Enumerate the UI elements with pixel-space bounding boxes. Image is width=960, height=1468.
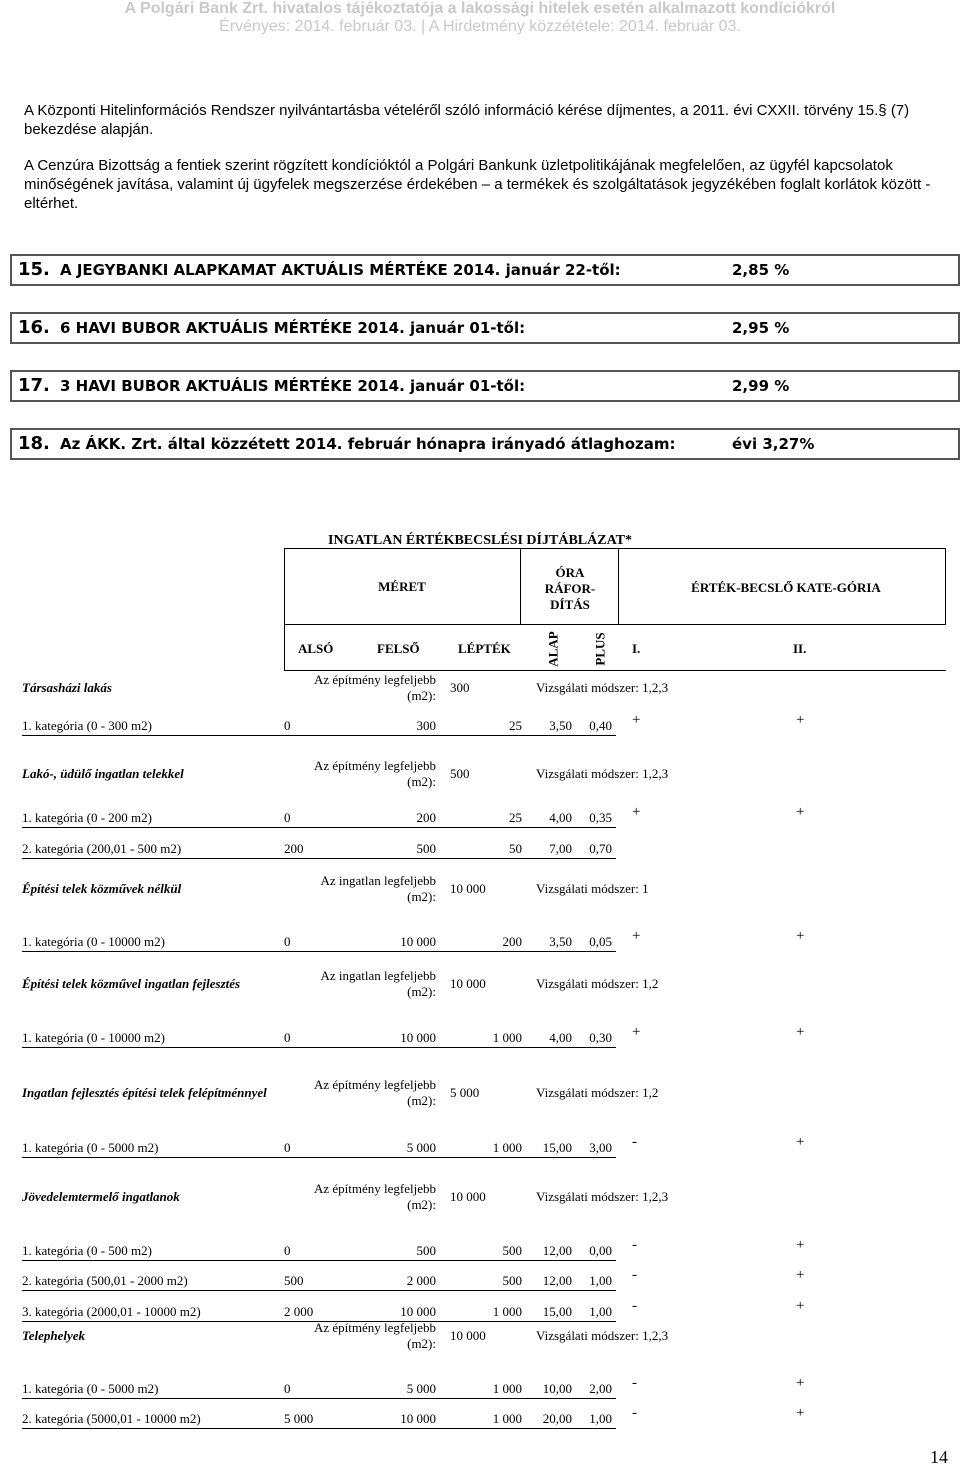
section-name: Lakó-, üdülő ingatlan telekkel [22, 766, 184, 781]
limit-value: 5 000 [450, 1085, 480, 1100]
felso-value: 2 000 [406, 1273, 436, 1288]
rate-box-16 [10, 312, 960, 344]
rate-value: 2,95 % [732, 319, 790, 337]
col-header-meret: MÉRET [378, 579, 426, 594]
row-underline [22, 1428, 616, 1429]
sub-header-also: ALSÓ [298, 641, 334, 656]
method-text: Vizsgálati módszer: 1 [536, 881, 649, 896]
sub-header-i: I. [632, 641, 641, 656]
felso-value: 500 [416, 1243, 436, 1258]
category-i-mark: + [632, 712, 641, 728]
felso-value: 10 000 [400, 1030, 436, 1045]
also-value: 0 [284, 1243, 291, 1258]
category-ii-mark: + [796, 1237, 805, 1253]
plus-value: 0,30 [589, 1030, 612, 1045]
col-header-kategoria: ÉRTÉK-BECSLŐ KATE-GÓRIA [691, 580, 881, 595]
sub-header-plus: PLUS [592, 632, 608, 666]
alap-value: 4,00 [549, 810, 572, 825]
also-value: 0 [284, 718, 291, 733]
also-value: 2 000 [284, 1304, 314, 1319]
limit-value: 10 000 [450, 881, 486, 896]
category-i-mark: - [632, 1405, 637, 1421]
document-header-title: A Polgári Bank Zrt. hivatalos tájékoztatója a lakossági hitelek esetén alkalmazott kondíciókról [124, 0, 836, 17]
limit-label: Az építmény legfeljebb (m2): [313, 1077, 436, 1108]
alap-value: 3,50 [549, 934, 572, 949]
alap-value: 12,00 [542, 1243, 572, 1258]
plus-value: 0,70 [589, 841, 612, 856]
limit-label: Az építmény legfeljebb (m2): [313, 1181, 436, 1212]
category-label: 3. kategória (2000,01 - 10000 m2) [22, 1304, 201, 1319]
category-label: 1. kategória (0 - 10000 m2) [22, 934, 165, 949]
row-underline [22, 1398, 616, 1399]
category-ii-mark: + [796, 1375, 805, 1391]
category-i-mark: + [632, 1024, 641, 1040]
lepték-value: 25 [509, 718, 522, 733]
also-value: 500 [284, 1273, 304, 1288]
khr-paragraph: A Központi Hitelinformációs Rendszer nyilvántartásba vételéről szóló információ kérése díjmentes, a 2011. évi CXXII. törvény 15.§ (7) bekezdése alapján. [24, 102, 910, 138]
method-text: Vizsgálati módszer: 1,2 [536, 976, 659, 991]
rate-label: A JEGYBANKI ALAPKAMAT AKTUÁLIS MÉRTÉKE 2014. január 22-től: [60, 261, 621, 279]
category-label: 1. kategória (0 - 300 m2) [22, 718, 152, 733]
lepték-value: 25 [509, 810, 522, 825]
limit-label: Az ingatlan legfeljebb (m2): [320, 873, 436, 904]
section-name: Építési telek közművek nélkül [22, 881, 182, 896]
limit-value: 500 [450, 766, 470, 781]
section-name: Ingatlan fejlesztés építési telek felépítménnyel [22, 1085, 267, 1100]
rate-value: 2,99 % [732, 377, 790, 395]
plus-value: 2,00 [589, 1381, 612, 1396]
rate-number: 16. [18, 317, 50, 338]
lepték-value: 1 000 [492, 1140, 522, 1155]
category-ii-mark: + [796, 1298, 805, 1314]
alap-value: 3,50 [549, 718, 572, 733]
felso-value: 5 000 [406, 1381, 436, 1396]
alap-value: 15,00 [542, 1140, 572, 1155]
row-underline [22, 1157, 616, 1158]
row-underline [22, 735, 616, 736]
rate-number: 15. [18, 259, 50, 280]
alap-value: 12,00 [542, 1273, 572, 1288]
page-number: 14 [930, 1447, 948, 1467]
category-i-mark: - [632, 1267, 637, 1283]
limit-label: Az építmény legfeljebb (m2): [313, 1320, 436, 1351]
lepték-value: 500 [502, 1273, 522, 1288]
limit-label: Az építmény legfeljebb (m2): [313, 672, 436, 703]
section-name: Építési telek közművel ingatlan fejlesztés [22, 976, 241, 991]
alap-value: 20,00 [542, 1411, 572, 1426]
document-header-validity: Érvényes: 2014. február 03. | A Hirdetmény közzététele: 2014. február 03. [219, 18, 741, 35]
sub-header-ii: II. [793, 641, 807, 656]
category-label: 1. kategória (0 - 200 m2) [22, 810, 152, 825]
alap-value: 4,00 [549, 1030, 572, 1045]
plus-value: 0,05 [589, 934, 612, 949]
category-ii-mark: + [796, 928, 805, 944]
category-ii-mark: + [796, 712, 805, 728]
category-i-mark: + [632, 928, 641, 944]
rate-box-15 [10, 254, 960, 286]
limit-value: 10 000 [450, 1328, 486, 1343]
also-value: 0 [284, 1140, 291, 1155]
rate-box-18 [10, 428, 960, 460]
felso-value: 500 [416, 841, 436, 856]
plus-value: 0,40 [589, 718, 612, 733]
felso-value: 300 [416, 718, 436, 733]
limit-value: 10 000 [450, 976, 486, 991]
method-text: Vizsgálati módszer: 1,2,3 [536, 1328, 669, 1343]
row-underline [22, 858, 616, 859]
sub-header-alap: ALAP [545, 631, 561, 667]
cenzura-paragraph: A Cenzúra Bizottság a fentiek szerint rögzített kondícióktól a Polgári Bankunk üzletpolitikájának megfelelően, az ügyfél kapcsolatok minőségének javítása, valamint új ügyfelek megszerzése érdekében – a termékek és szolgáltatások jegyzékében foglalt korlátok között - eltérhet. [24, 157, 931, 212]
rate-box-17 [10, 370, 960, 402]
section-name: Telephelyek [22, 1328, 86, 1343]
category-label: 2. kategória (500,01 - 2000 m2) [22, 1273, 188, 1288]
category-ii-mark: + [796, 1134, 805, 1150]
limit-value: 300 [450, 680, 470, 695]
also-value: 0 [284, 810, 291, 825]
alap-value: 7,00 [549, 841, 572, 856]
category-i-mark: - [632, 1298, 637, 1314]
plus-value: 0,35 [589, 810, 612, 825]
also-value: 5 000 [284, 1411, 314, 1426]
category-ii-mark: + [796, 804, 805, 820]
felso-value: 10 000 [400, 934, 436, 949]
col-header-ora: ÓRA RÁFOR-DÍTÁS [544, 565, 596, 612]
category-label: 2. kategória (5000,01 - 10000 m2) [22, 1411, 201, 1426]
row-underline [22, 951, 616, 952]
alap-value: 15,00 [542, 1304, 572, 1319]
category-label: 1. kategória (0 - 10000 m2) [22, 1030, 165, 1045]
also-value: 200 [284, 841, 304, 856]
plus-value: 1,00 [589, 1273, 612, 1288]
lepték-value: 1 000 [492, 1304, 522, 1319]
row-underline [22, 827, 616, 828]
felso-value: 10 000 [400, 1304, 436, 1319]
lepték-value: 200 [502, 934, 522, 949]
felso-value: 5 000 [406, 1140, 436, 1155]
category-i-mark: - [632, 1237, 637, 1253]
row-underline [22, 1290, 616, 1291]
rate-number: 17. [18, 375, 50, 396]
method-text: Vizsgálati módszer: 1,2,3 [536, 680, 669, 695]
category-ii-mark: + [796, 1267, 805, 1283]
lepték-value: 500 [502, 1243, 522, 1258]
plus-value: 1,00 [589, 1411, 612, 1426]
lepték-value: 1 000 [492, 1030, 522, 1045]
sub-header-lepték: LÉPTÉK [458, 641, 511, 656]
category-label: 1. kategória (0 - 5000 m2) [22, 1140, 159, 1155]
row-underline [22, 1260, 616, 1261]
rate-number: 18. [18, 433, 50, 454]
also-value: 0 [284, 1381, 291, 1396]
plus-value: 3,00 [589, 1140, 612, 1155]
felso-value: 200 [416, 810, 436, 825]
category-i-mark: - [632, 1375, 637, 1391]
lepték-value: 1 000 [492, 1411, 522, 1426]
also-value: 0 [284, 1030, 291, 1045]
category-i-mark: - [632, 1134, 637, 1150]
plus-value: 0,00 [589, 1243, 612, 1258]
sub-header-felso: FELSŐ [377, 641, 420, 656]
category-label: 2. kategória (200,01 - 500 m2) [22, 841, 182, 856]
rate-value: évi 3,27% [732, 435, 815, 453]
section-name: Társasházi lakás [22, 680, 112, 695]
category-ii-mark: + [796, 1024, 805, 1040]
category-label: 1. kategória (0 - 500 m2) [22, 1243, 152, 1258]
felso-value: 10 000 [400, 1411, 436, 1426]
limit-label: Az ingatlan legfeljebb (m2): [320, 968, 436, 999]
lepték-value: 50 [509, 841, 522, 856]
rate-label: 3 HAVI BUBOR AKTUÁLIS MÉRTÉKE 2014. január 01-től: [60, 377, 526, 395]
lepték-value: 1 000 [492, 1381, 522, 1396]
limit-value: 10 000 [450, 1189, 486, 1204]
row-underline [22, 1047, 616, 1048]
rate-value: 2,85 % [732, 261, 790, 279]
section-name: Jövedelemtermelő ingatlanok [22, 1189, 180, 1204]
rate-label: 6 HAVI BUBOR AKTUÁLIS MÉRTÉKE 2014. január 01-től: [60, 319, 526, 337]
category-i-mark: + [632, 804, 641, 820]
method-text: Vizsgálati módszer: 1,2 [536, 1085, 659, 1100]
method-text: Vizsgálati módszer: 1,2,3 [536, 766, 669, 781]
category-ii-mark: + [796, 1405, 805, 1421]
limit-label: Az építmény legfeljebb (m2): [313, 758, 436, 789]
method-text: Vizsgálati módszer: 1,2,3 [536, 1189, 669, 1204]
plus-value: 1,00 [589, 1304, 612, 1319]
rate-label: Az ÁKK. Zrt. által közzétett 2014. február hónapra irányadó átlaghozam: [60, 435, 676, 453]
fee-table-title: INGATLAN ÉRTÉKBECSLÉSI DÍJTÁBLÁZAT* [328, 533, 632, 548]
also-value: 0 [284, 934, 291, 949]
alap-value: 10,00 [542, 1381, 572, 1396]
category-label: 1. kategória (0 - 5000 m2) [22, 1381, 159, 1396]
